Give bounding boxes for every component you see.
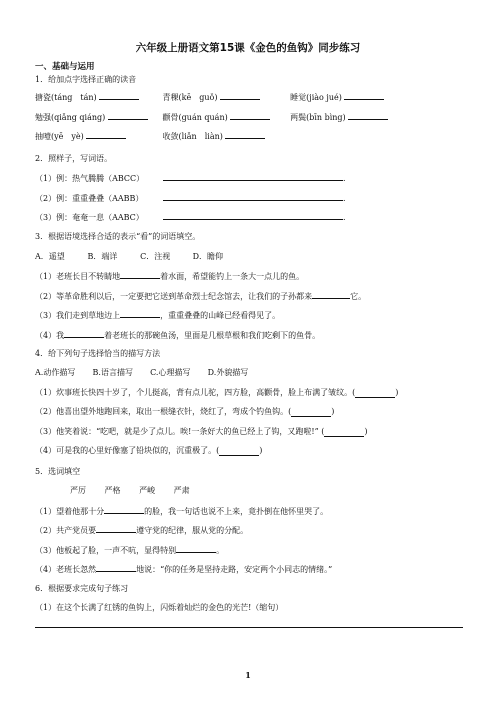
q1-stem: 1．给加点字选择正确的读音 [35,75,137,84]
q1-row-2 [35,111,388,123]
answer-blank[interactable] [291,407,331,417]
answer-blank[interactable] [120,270,160,279]
q1-item: 抽噎(yē yè) [35,132,84,141]
word-option: 严格 [104,486,121,495]
q3-sentence-3: （3）我们走到草地边上 ，重重叠叠的山峰已经看得见了。 [35,311,281,320]
answer-blank[interactable] [220,91,260,100]
q2-item-2 [35,192,346,204]
answer-blank[interactable] [163,211,343,220]
q4-options [35,367,248,378]
answer-blank[interactable] [104,505,144,514]
option: C.心理描写 [150,368,191,377]
answer-blank[interactable] [96,524,136,533]
q1-item: 睡觉(jiào jué) [290,93,342,102]
answer-blank[interactable] [324,427,364,437]
answer-blank[interactable] [96,563,136,572]
q5-sentence-1: （1）望着他那十分 的脸，我一句话也说不上来，竟扑倒在他怀里哭了。 [35,507,329,516]
option: D.外貌描写 [207,368,249,377]
q1-row-3 [35,130,265,142]
q1-item: 两鬓(bīn bìng) [290,113,346,122]
answer-blank[interactable] [344,91,384,100]
answer-blank[interactable] [163,192,343,201]
page-title: 六年级上册语文第15课《金色的鱼钩》同步练习 [135,42,361,54]
answer-blank[interactable] [225,130,265,139]
q4-stem: 4．给下列句子选择恰当的描写方法 [35,349,161,358]
option: D．瞻仰 [192,252,224,261]
page-number: 1 [245,670,251,680]
answer-blank[interactable] [86,130,126,139]
option: B．端详 [87,252,118,261]
q1-item: 青稞(kē guǒ) [162,93,218,102]
q2-example: （2）例：重重叠叠（AABB） [35,194,144,203]
q5-sentence-4: （4）老班长忽然 地说：“你的任务是坚持走路，安定两个小同志的情绪。” [35,565,333,574]
q1-row-1 [35,91,384,103]
answer-blank[interactable] [64,329,104,338]
option: B.语言描写 [92,368,133,377]
q1-item: 勉强(qiǎng qiáng) [35,113,106,122]
q2-example: （1）例：热气腾腾（ABCC） [35,174,145,183]
q4-sentence-4: （4）可是我的心里好像塞了铅块似的，沉重极了。( ) [35,446,263,455]
answer-blank[interactable] [108,111,148,120]
option: A．遥望 [35,252,65,261]
option: C．注视 [140,252,171,261]
section-heading-basics: 一、基础与运用 [35,62,95,72]
q3-sentence-2: （2）等革命胜利以后，一定要把它送到革命烈士纪念馆去，让我们的子孙都来 它。 [35,292,367,301]
q5-sentence-3: （3）他板起了脸，一声不吭，显得特别 。 [35,546,225,555]
option: A.动作描写 [35,368,76,377]
q2-example: （3）例：奄奄一息（AABC） [35,213,144,222]
q2-tail: . [343,194,346,203]
answer-blank[interactable] [176,544,216,553]
answer-blank[interactable] [230,111,270,120]
q6-stem: 6．根据要求完成句子练习 [35,584,129,593]
q4-sentence-3: （3）他笑着说：“吃吧，就是少了点儿。唉!一条好大的鱼已经上了钩，又跑啦!” ( ) [35,427,368,436]
q3-options [35,251,223,262]
q5-sentence-2: （2）共产党员要 遵守党的纪律，服从党的分配。 [35,526,249,535]
q5-word-bank [70,485,190,496]
q2-item-1 [35,172,346,184]
answer-blank[interactable] [120,309,160,318]
answer-blank[interactable] [219,446,259,456]
q3-sentence-1: （1）老班长目不转睛地 着水面，希望能钓上一条大一点儿的鱼。 [35,272,305,281]
answer-blank[interactable] [312,290,350,299]
word-option: 严肃 [173,486,190,495]
answer-line[interactable] [35,627,463,628]
answer-blank[interactable] [348,111,388,120]
answer-blank[interactable] [99,91,139,100]
answer-blank[interactable] [163,172,343,181]
q2-stem: 2．照样子，写词语。 [35,154,113,163]
word-option: 严峻 [139,486,156,495]
q3-sentence-4: （4）我 着老班长的那碗鱼汤，里面是几根草根和我们吃剩下的鱼骨。 [35,331,321,340]
q2-tail: . [343,213,346,222]
q1-item: 颧骨(guán quán) [162,113,228,122]
q3-stem: 3．根据语境选择合适的表示“看”的词语填空。 [35,232,201,241]
q1-item: 收敛(liǎn liàn) [162,132,223,141]
q5-stem: 5．选词填空 [35,467,81,476]
q4-sentence-2: （2）他喜出望外地跑回来，取出一根缝衣针，烧红了，弯成个钓鱼钩。( ) [35,407,335,416]
q2-item-3 [35,211,346,223]
q2-tail: . [343,174,346,183]
word-option: 严厉 [70,486,86,495]
q4-sentence-1: （1）炊事班长快四十岁了，个儿挺高，背有点儿驼，四方脸，高颧骨，脸上布满了皱纹。( ) [35,388,399,397]
answer-blank[interactable] [355,388,395,398]
q1-item: 搪瓷(táng tán) [35,93,97,102]
q6-sentence-1: （1）在这个长满了红锈的鱼钩上，闪烁着灿烂的金色的光芒!（缩句） [35,603,284,612]
